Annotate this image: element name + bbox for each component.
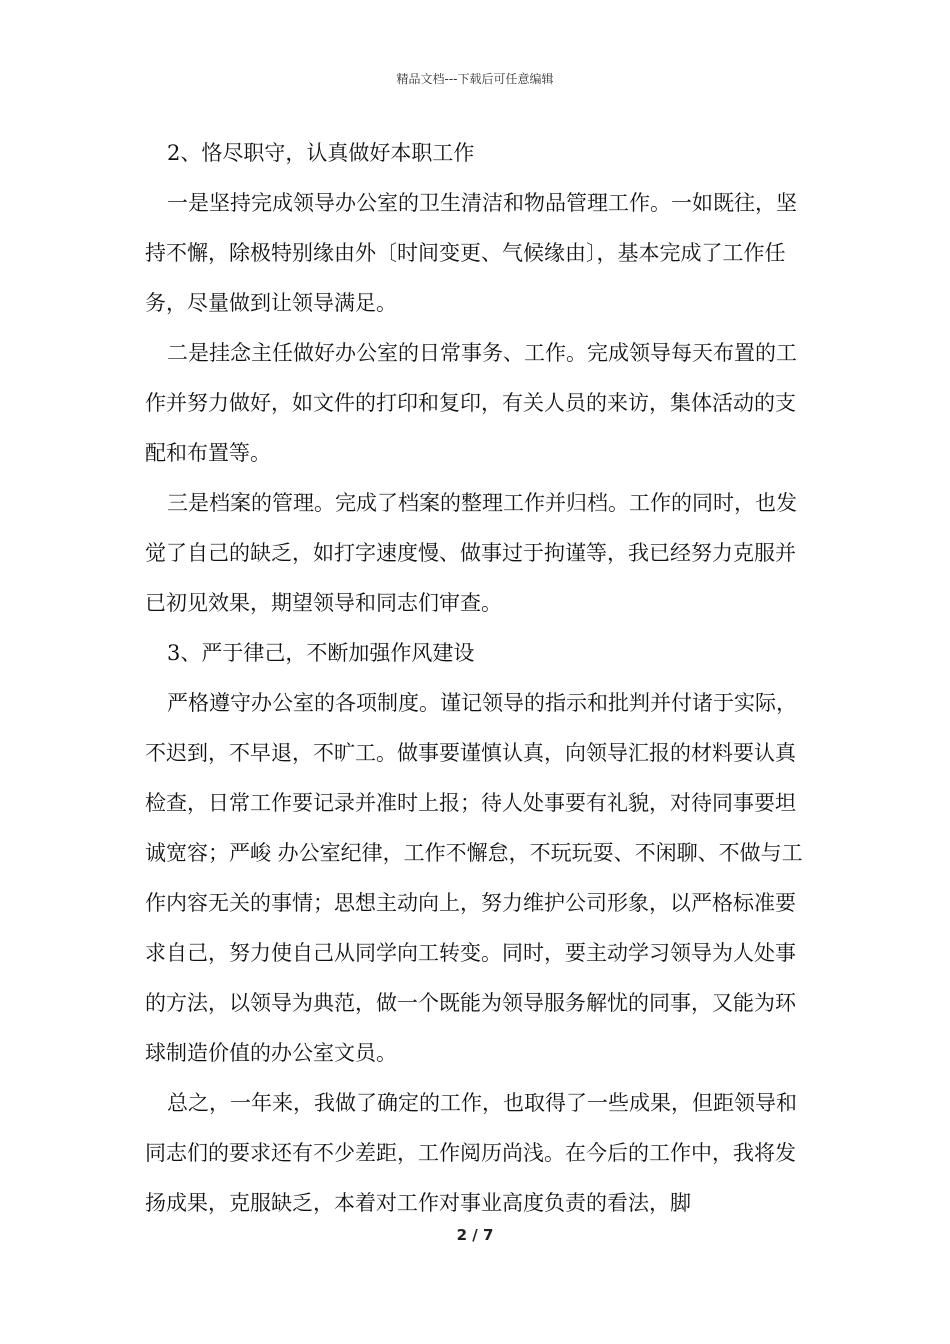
section-heading-2: 2、恪尽职守，认真做好本职工作: [167, 141, 475, 165]
paragraph-1: 一是坚持完成领导办公室的卫生清洁和物品管理工作。一如既往，坚持不懈，除极特别缘由外〔时间变更、气候缘由〕，基本完成了工作任务，尽量做到让领导满足。: [145, 191, 797, 315]
section-heading-3: 3、严于律己，不断加强作风建设: [167, 641, 475, 665]
paragraph-3: 三是档案的管理。完成了档案的整理工作并归档。工作的同时，也发觉了自己的缺乏，如打字速度慢、做事过于拘谨等，我已经努力克服并已初见效果，期望领导和同志们审查。: [145, 491, 797, 615]
paragraph-4: 严格遵守办公室的各项制度。谨记领导的指示和批判并付诸于实际，不迟到，不早退，不旷工。做事要谨慎认真，向领导汇报的材料要认真检查，日常工作要记录并准时上报；待人处事要有礼貌，对待同事要坦诚宽容；严峻 办公室纪律，工作不懈怠，不玩玩耍、不闲聊、不做与工作内容无关的事情；思想主动向上，努力维护公司形象，以严格标准要求自己，努力使自己从同学向工转变。同时，要主动学习领导为人处事的方法，以领导为典范，做一个既能为领导服务解忧的同事，又能为环球制造价值的办公室文员。: [145, 691, 803, 1065]
document-body: [145, 128, 810, 1228]
page-number: 2 / 7: [456, 1226, 494, 1244]
paragraph-5: 总之，一年来，我做了确定的工作，也取得了一些成果，但距领导和同志们的要求还有不少差距，工作阅历尚浅。在今后的工作中，我将发扬成果，克服缺乏，本着对工作对事业高度负责的看法，脚: [145, 1091, 797, 1215]
page-header: 精品文档---下载后可任意编辑: [396, 72, 554, 86]
paragraph-2: 二是挂念主任做好办公室的日常事务、工作。完成领导每天布置的工作并努力做好，如文件的打印和复印，有关人员的来访，集体活动的支配和布置等。: [145, 341, 797, 465]
